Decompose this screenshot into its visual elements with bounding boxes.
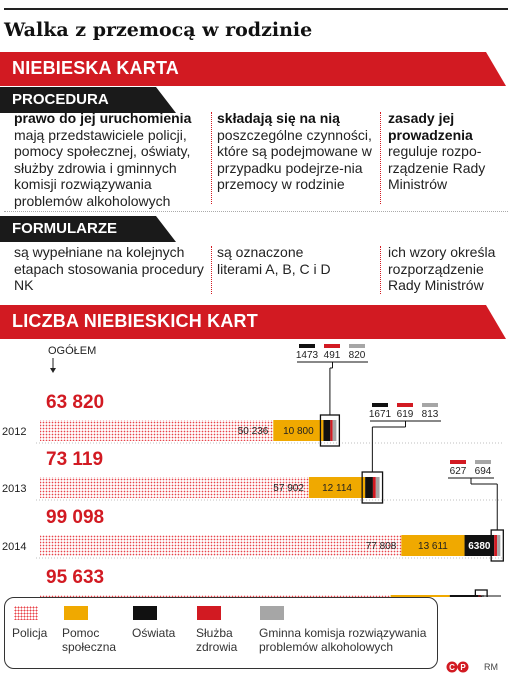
tag-formularze [0,216,176,242]
total-label: 99 098 [46,507,105,528]
col-text: poszczególne czynności, które są podejmowane w przypadku podejrze-nia przemocy w rodzinie [217,126,372,192]
callout-swatch [349,344,365,348]
legend-label-komisja: Gminna komisja rozwiązywania problemów alkoholowych [259,626,427,654]
page-title: Walka z przemocą w rodzinie [4,19,313,41]
banner-liczba-kart [0,305,506,339]
procedura-col-2 [217,110,377,193]
callout-swatch [422,403,438,407]
procedura-col-1 [14,110,209,209]
column-divider [380,112,381,204]
legend-label-pomoc: Pomoc społeczna [62,626,117,654]
callout-value: 619 [396,409,414,420]
bar-policja [40,535,401,556]
legend-label-oswiata: Oświata [132,626,176,640]
section-separator [4,211,508,212]
callout-swatch [450,460,466,464]
column-divider [211,246,212,294]
col-text: ich wzory określa rozporządzenie Rady Ministrów [388,244,496,293]
callout-swatch [324,344,340,348]
bar-oswiata [365,477,373,498]
segment-label: 12 114 [322,483,352,494]
col-text: mają przedstawiciele policji, pomocy społecznej, oświaty, służby zdrowia i gminnych komisji rozwiązywania problemów alkoholowych [14,126,191,209]
segment-label: 57 902 [273,483,304,494]
col-text: reguluje rozpo-rządzenie Rady Ministrów [388,143,486,192]
tag-label: PROCEDURA [12,91,109,108]
callout-value: 627 [449,466,467,477]
callout-value: 1671 [368,409,392,420]
svg-text:C: C [449,663,455,672]
segment-label: 13 611 [418,541,448,552]
segment-label: 50 236 [237,426,269,437]
bar-komisja [333,420,337,441]
col-heading: prawo do jej uruchomienia [14,110,192,126]
col-heading: składają się na nią [217,110,340,126]
legend-label-policja: Policja [12,626,48,640]
year-label: 2013 [2,483,27,495]
year-label: 2012 [2,426,27,438]
author-credit: RM [484,662,498,672]
ogolem-label: OGÓŁEM [48,345,97,357]
legend-swatch-pomoc [64,606,88,620]
callout-swatch [475,460,491,464]
ogolem-arrow-head [50,368,56,373]
bar-komisja [497,535,500,556]
segment-label: 10 800 [283,426,314,437]
segment-label: 6380 [468,541,491,552]
callout-swatch [397,403,413,407]
callout-value: 491 [323,350,341,361]
callout-value: 1473 [295,350,319,361]
copyright-icon [446,660,470,674]
total-label: 63 820 [46,392,105,413]
callout-value: 694 [474,466,492,477]
total-label: 95 633 [46,567,105,588]
formularze-col-1 [14,244,209,294]
col-text: są wypełniane na kolejnych etapach stosowania procedury NK [14,244,204,293]
callout-swatch [299,344,315,348]
bar-komisja [376,477,380,498]
col-text: są oznaczone literami A, B, C i D [217,244,331,277]
callout-value: 820 [348,350,366,361]
formularze-col-3 [388,244,500,294]
top-rule [4,8,508,10]
callout-swatch [372,403,388,407]
legend-swatch-zdrowie [197,606,221,620]
bar-oswiata [323,420,330,441]
legend-swatch-oswiata [133,606,157,620]
procedura-col-3 [388,110,498,193]
legend-swatch-policja [14,606,38,620]
legend-label-zdrowie: Służba zdrowia [196,626,238,654]
col-heading: zasady jej prowadzenia [388,110,473,143]
total-label: 73 119 [46,449,104,470]
svg-text:P: P [460,663,466,672]
stacked-bar-chart [0,340,512,597]
callout-value: 813 [421,409,439,420]
bar-zdrowie [494,535,497,556]
bar-zdrowie [373,477,376,498]
banner-niebieska-karta [0,52,506,86]
banner-title: LICZBA NIEBIESKICH KART [12,311,258,331]
segment-label: 77 808 [365,541,397,552]
formularze-col-2 [217,244,347,277]
bar-zdrowie [330,420,332,441]
tag-label: FORMULARZE [12,220,117,237]
column-divider [211,112,212,204]
banner-title: NIEBIESKA KARTA [12,58,180,78]
legend-swatch-komisja [260,606,284,620]
bar-policja [40,477,309,498]
column-divider [380,246,381,294]
year-label: 2014 [2,541,27,553]
